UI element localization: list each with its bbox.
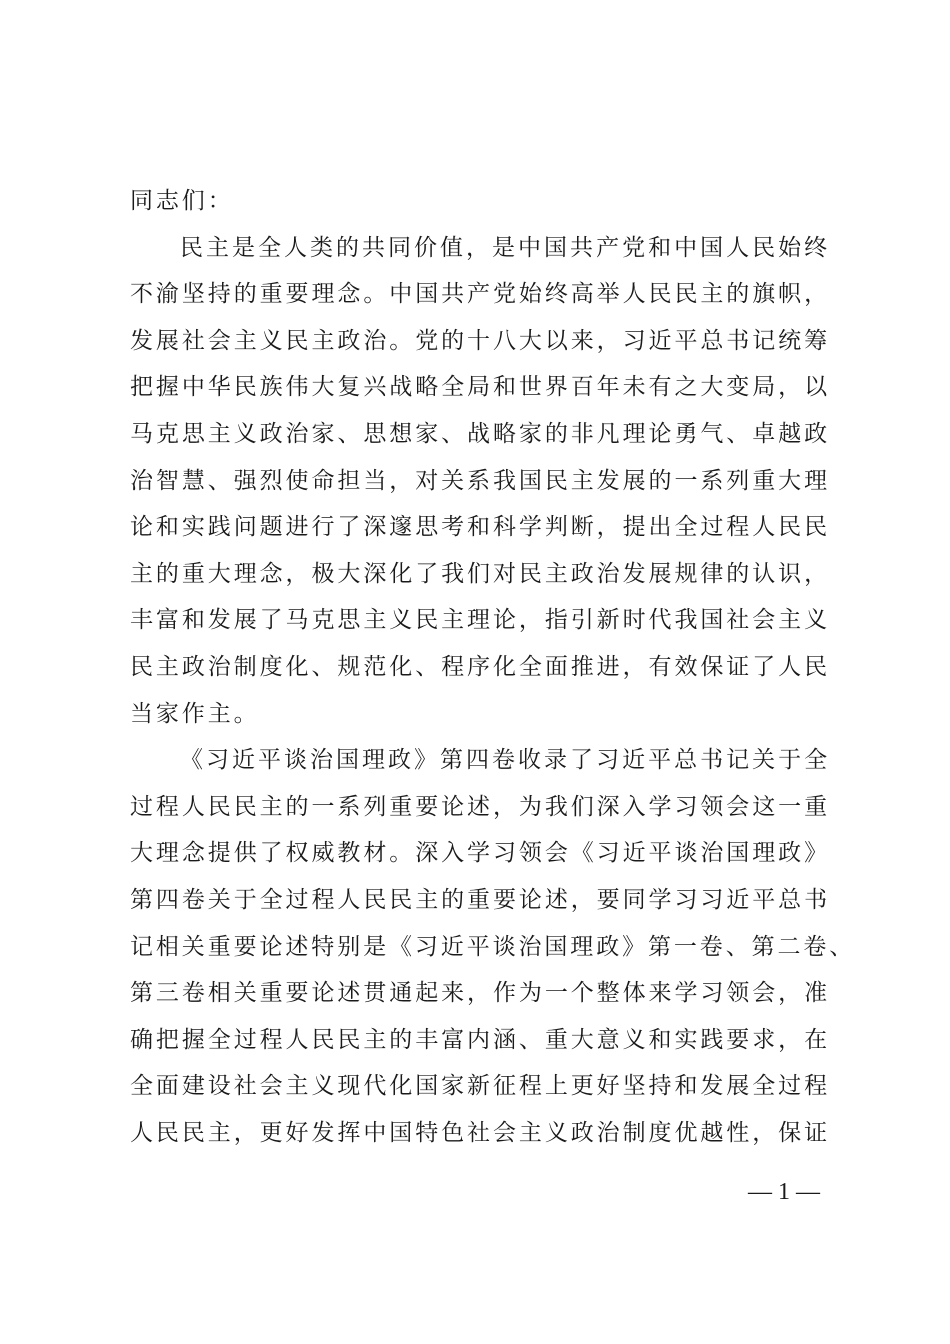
paragraph-line: 主的重大理念，极大深化了我们对民主政治发展规律的认识， <box>130 560 830 587</box>
paragraph-line: 第四卷关于全过程人民民主的重要论述，要同学习习近平总书 <box>130 886 830 913</box>
paragraph-2 <box>130 737 856 1156</box>
paragraph-line: 论和实践问题进行了深邃思考和科学判断，提出全过程人民民 <box>130 514 830 541</box>
paragraph-line: 当家作主。 <box>130 700 260 727</box>
paragraph-line: 全面建设社会主义现代化国家新征程上更好坚持和发展全过程 <box>130 1073 830 1100</box>
paragraph-line: 过程人民民主的一系列重要论述，为我们深入学习领会这一重 <box>130 793 830 820</box>
paragraph-line: 丰富和发展了马克思主义民主理论，指引新时代我国社会主义 <box>130 607 830 634</box>
paragraph-line: 民主是全人类的共同价值，是中国共产党和中国人民始终 <box>180 234 830 261</box>
paragraph-line: 第三卷相关重要论述贯通起来，作为一个整体来学习领会，准 <box>130 980 830 1007</box>
paragraph-1 <box>130 225 830 738</box>
paragraph-line: 记相关重要论述特别是《习近平谈治国理政》第一卷、第二卷、 <box>130 933 856 960</box>
body-text <box>130 178 856 1156</box>
salutation: 同志们： <box>130 188 234 214</box>
paragraph-line: 人民民主，更好发挥中国特色社会主义政治制度优越性，保证 <box>130 1119 830 1146</box>
paragraph-line: 治智慧、强烈使命担当，对关系我国民主发展的一系列重大理 <box>130 467 830 494</box>
paragraph-line: 发展社会主义民主政治。党的十八大以来，习近平总书记统筹 <box>130 327 830 354</box>
paragraph-line: 不渝坚持的重要理念。中国共产党始终高举人民民主的旗帜， <box>130 281 830 308</box>
paragraph-line: 民主政治制度化、规范化、程序化全面推进，有效保证了人民 <box>130 653 830 680</box>
paragraph-line: 把握中华民族伟大复兴战略全局和世界百年未有之大变局，以 <box>130 374 830 401</box>
paragraph-line: 《习近平谈治国理政》第四卷收录了习近平总书记关于全 <box>180 747 830 774</box>
page-number: — 1 — <box>748 1179 820 1205</box>
paragraph-line: 大理念提供了权威教材。深入学习领会《习近平谈治国理政》 <box>130 840 830 867</box>
paragraph-line: 马克思主义政治家、思想家、战略家的非凡理论勇气、卓越政 <box>130 420 830 447</box>
paragraph-line: 确把握全过程人民民主的丰富内涵、重大意义和实践要求，在 <box>130 1026 830 1053</box>
